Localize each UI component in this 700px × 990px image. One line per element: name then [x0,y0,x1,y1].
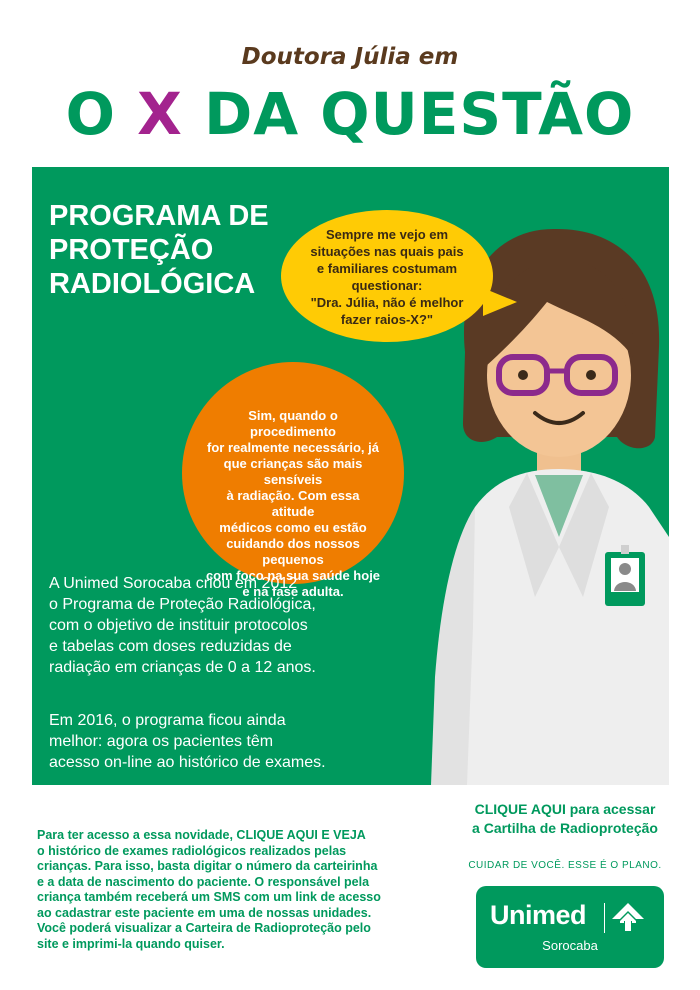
speech-bubble-orange [182,362,404,599]
instruction-line: crianças. Para isso, basta digitar o número da carteirinha [37,859,378,873]
speech-line: à radiação. Com essa atitude [226,488,360,519]
cta-line[interactable]: a Cartilha de Radioproteção [472,820,658,836]
body-line: acesso on-line ao histórico de exames. [49,754,326,771]
speech-yellow-text [295,226,479,328]
instruction-line: Você poderá visualizar a Carteira de Radioproteção pelo [37,921,371,935]
instruction-line: e a data de nascimento do paciente. O responsável pela [37,874,370,889]
logo-city: Sorocaba [542,938,598,953]
title-x-letter: X [137,80,183,148]
unimed-tree-icon [610,901,646,935]
body-line: radiação em crianças de 0 a 12 anos. [49,659,316,676]
speech-line: situações nas quais pais [310,244,464,259]
body-line: A Unimed Sorocaba criou em 2012 [49,575,298,592]
program-title-line: PROTEÇÃO [49,234,214,266]
header-subtitle: Doutora Júlia em [241,44,459,70]
speech-line: for realmente necessário, já [207,440,379,455]
speech-line: questionar: [351,278,423,293]
speech-bubble-yellow [281,210,493,342]
program-title-line: PROGRAMA DE [49,200,269,232]
instruction-line: site e imprimi-la quando quiser. [37,936,225,951]
body-line: com o objetivo de instituir protocolos [49,617,308,634]
unimed-logo [476,886,664,968]
instruction-line[interactable]: Para ter acesso a essa novidade, CLIQUE AQUI E VEJA [37,828,366,842]
speech-line: e familiares costumam [316,261,458,276]
logo-name: Unimed [490,900,587,930]
coat-arm-left [431,507,475,785]
program-update [49,710,379,773]
program-title-line: RADIOLÓGICA [49,268,256,300]
speech-bubble-tail [483,288,517,316]
access-instructions[interactable] [37,828,427,952]
body-line: Em 2016, o programa ficou ainda [49,712,286,729]
body-line: melhor: agora os pacientes têm [49,733,274,750]
instruction-line: o histórico de exames radiológicos realizados pelas [37,843,347,858]
body-line: e tabelas com doses reduzidas de [49,638,292,655]
speech-line: e na fase adulta. [242,584,344,599]
eye-right [586,370,596,380]
speech-orange-text [204,408,382,600]
body-line: o Programa de Proteção Radiológica, [49,596,316,613]
cartilha-link[interactable] [440,800,690,838]
speech-line: Sim, quando o procedimento [248,408,338,439]
speech-quote-line: fazer raios-X?" [340,312,434,327]
speech-quote-line: "Dra. Júlia, não é melhor [310,295,464,310]
green-panel [32,167,669,785]
tagline: CUIDAR DE VOCÊ. ESSE É O PLANO. [468,860,662,871]
cta-line[interactable]: CLIQUE AQUI para acessar [474,801,656,817]
title-prefix: O [65,80,116,148]
speech-line: cuidando dos nossos pequenos [226,536,360,567]
speech-line: Sempre me vejo em [325,227,449,242]
instruction-line: criança também receberá um SMS com um link de acesso [37,890,381,904]
title-suffix: DA QUESTÃO [204,80,635,148]
speech-line: com foco na sua saúde hoje [205,568,381,583]
instruction-line: ao cadastrar este paciente em uma de nossas unidades. [37,905,372,920]
eye-left [518,370,528,380]
header-title [0,80,700,148]
logo-divider [604,903,605,933]
speech-line: que crianças são mais sensíveis [223,456,363,487]
speech-line: médicos como eu estão [219,520,367,535]
program-title [49,199,309,301]
program-description [49,573,379,678]
